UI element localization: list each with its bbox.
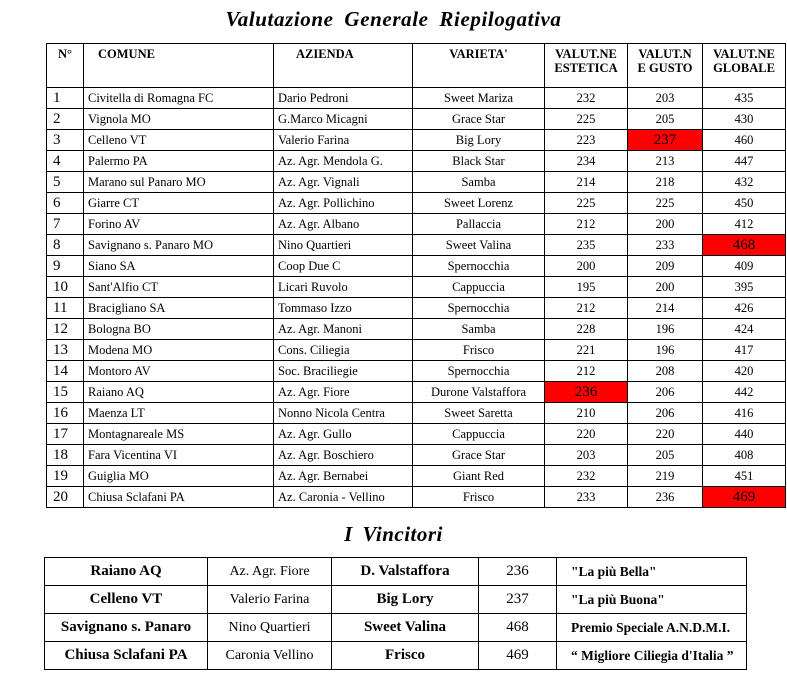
cell-n: 11 [47,298,84,319]
header-azienda: AZIENDA [274,44,413,88]
cell-estetica: 228 [545,319,628,340]
cell-gusto: 196 [628,340,703,361]
cell-azienda: Az. Agr. Mendola G. [274,151,413,172]
cell-gusto: 219 [628,466,703,487]
header-comune: COMUNE [84,44,274,88]
cell-estetica: 225 [545,193,628,214]
winner-azienda: Valerio Farina [208,586,332,614]
cell-azienda: Az. Agr. Fiore [274,382,413,403]
cell-globale: 430 [703,109,786,130]
cell-gusto: 218 [628,172,703,193]
cell-azienda: Coop Due C [274,256,413,277]
cell-n: 6 [47,193,84,214]
header-row [47,44,786,88]
cell-azienda: G.Marco Micagni [274,109,413,130]
winner-azienda: Nino Quartieri [208,614,332,642]
winner-row [45,642,747,670]
cell-n: 20 [47,487,84,508]
cell-comune: Marano sul Panaro MO [84,172,274,193]
cell-varieta: Durone Valstaffora [413,382,545,403]
winner-azienda: Az. Agr. Fiore [208,558,332,586]
cell-n: 4 [47,151,84,172]
cell-comune: Palermo PA [84,151,274,172]
cell-gusto: 200 [628,277,703,298]
winners-table [44,557,747,670]
winner-azienda: Caronia Vellino [208,642,332,670]
cell-azienda: Nonno Nicola Centra [274,403,413,424]
table-row [47,298,786,319]
winner-varieta: D. Valstaffora [332,558,479,586]
winner-premio: Premio Speciale A.N.D.M.I. [557,614,747,642]
cell-globale: 424 [703,319,786,340]
winner-valore: 468 [479,614,557,642]
table-row [47,403,786,424]
cell-globale: 450 [703,193,786,214]
header-varieta: VARIETA' [413,44,545,88]
cell-azienda: Az. Agr. Gullo [274,424,413,445]
table-row [47,382,786,403]
cell-varieta: Big Lory [413,130,545,151]
cell-gusto: 214 [628,298,703,319]
cell-comune: Maenza LT [84,403,274,424]
cell-globale: 447 [703,151,786,172]
cell-n: 15 [47,382,84,403]
header-gusto [628,44,703,88]
cell-gusto: 236 [628,487,703,508]
winners-title: I Vincitori [344,522,443,546]
winner-premio: "La più Buona" [557,586,747,614]
cell-varieta: Sweet Valina [413,235,545,256]
cell-n: 9 [47,256,84,277]
winner-premio: “ Migliore Ciliegia d'Italia ” [557,642,747,670]
cell-azienda: Nino Quartieri [274,235,413,256]
cell-varieta: Spernocchia [413,256,545,277]
cell-estetica: 195 [545,277,628,298]
header-globale-line1: VALUT.NE [713,47,775,61]
winner-row [45,586,747,614]
cell-n: 18 [47,445,84,466]
table-row [47,319,786,340]
table-row [47,151,786,172]
cell-gusto: 225 [628,193,703,214]
cell-n: 14 [47,361,84,382]
cell-estetica: 220 [545,424,628,445]
table-row [47,88,786,109]
winner-premio: "La più Bella" [557,558,747,586]
cell-n: 7 [47,214,84,235]
cell-varieta: Grace Star [413,109,545,130]
table-row [47,340,786,361]
cell-n: 13 [47,340,84,361]
cell-varieta: Cappuccia [413,277,545,298]
highlighted-cell-estetica: 236 [545,382,628,403]
cell-varieta: Samba [413,172,545,193]
cell-varieta: Spernocchia [413,361,545,382]
table-row [47,172,786,193]
cell-comune: Siano SA [84,256,274,277]
cell-estetica: 212 [545,298,628,319]
winner-valore: 236 [479,558,557,586]
cell-globale: 416 [703,403,786,424]
cell-estetica: 200 [545,256,628,277]
cell-gusto: 220 [628,424,703,445]
cell-azienda: Valerio Farina [274,130,413,151]
cell-gusto: 200 [628,214,703,235]
cell-gusto: 203 [628,88,703,109]
cell-varieta: Spernocchia [413,298,545,319]
cell-n: 17 [47,424,84,445]
cell-comune: Modena MO [84,340,274,361]
cell-azienda: Az. Caronia - Vellino [274,487,413,508]
cell-azienda: Az. Agr. Albano [274,214,413,235]
cell-gusto: 205 [628,109,703,130]
summary-table-body [47,88,786,508]
cell-estetica: 234 [545,151,628,172]
cell-n: 10 [47,277,84,298]
cell-azienda: Az. Agr. Manoni [274,319,413,340]
cell-estetica: 210 [545,403,628,424]
cell-varieta: Giant Red [413,466,545,487]
cell-varieta: Samba [413,319,545,340]
cell-azienda: Az. Agr. Bernabei [274,466,413,487]
header-globale-line2: GLOBALE [713,61,775,75]
cell-comune: Raiano AQ [84,382,274,403]
cell-comune: Bologna BO [84,319,274,340]
cell-varieta: Frisco [413,487,545,508]
cell-globale: 460 [703,130,786,151]
highlighted-cell-globale: 468 [703,235,786,256]
cell-azienda: Soc. Braciliegie [274,361,413,382]
cell-gusto: 233 [628,235,703,256]
cell-estetica: 221 [545,340,628,361]
cell-varieta: Frisco [413,340,545,361]
cell-comune: Savignano s. Panaro MO [84,235,274,256]
table-row [47,487,786,508]
summary-table [46,43,786,508]
cell-estetica: 233 [545,487,628,508]
cell-globale: 420 [703,361,786,382]
winner-valore: 469 [479,642,557,670]
cell-comune: Fara Vicentina VI [84,445,274,466]
cell-globale: 440 [703,424,786,445]
cell-azienda: Az. Agr. Boschiero [274,445,413,466]
cell-azienda: Az. Agr. Vignali [274,172,413,193]
cell-n: 16 [47,403,84,424]
table-row [47,235,786,256]
cell-varieta: Black Star [413,151,545,172]
cell-globale: 408 [703,445,786,466]
cell-globale: 442 [703,382,786,403]
cell-gusto: 206 [628,382,703,403]
cell-comune: Vignola MO [84,109,274,130]
highlighted-cell-gusto: 237 [628,130,703,151]
cell-estetica: 214 [545,172,628,193]
cell-n: 8 [47,235,84,256]
page-title: Valutazione Generale Riepilogativa [225,7,562,31]
cell-comune: Montagnareale MS [84,424,274,445]
cell-comune: Sant'Alfio CT [84,277,274,298]
table-row [47,214,786,235]
cell-estetica: 203 [545,445,628,466]
cell-gusto: 213 [628,151,703,172]
cell-azienda: Dario Pedroni [274,88,413,109]
winner-comune: Chiusa Sclafani PA [45,642,208,670]
winners-table-body [45,558,747,670]
cell-n: 5 [47,172,84,193]
cell-n: 2 [47,109,84,130]
cell-globale: 435 [703,88,786,109]
cell-varieta: Pallaccia [413,214,545,235]
highlighted-cell-globale: 469 [703,487,786,508]
cell-varieta: Cappuccia [413,424,545,445]
cell-globale: 409 [703,256,786,277]
cell-azienda: Cons. Ciliegia [274,340,413,361]
cell-estetica: 235 [545,235,628,256]
cell-globale: 432 [703,172,786,193]
cell-n: 12 [47,319,84,340]
cell-comune: Montoro AV [84,361,274,382]
cell-estetica: 225 [545,109,628,130]
header-globale [703,44,786,88]
cell-gusto: 209 [628,256,703,277]
header-estetica [545,44,628,88]
cell-gusto: 208 [628,361,703,382]
table-row [47,130,786,151]
cell-comune: Giarre CT [84,193,274,214]
header-estetica-line1: VALUT.NE [555,47,617,61]
cell-comune: Bracigliano SA [84,298,274,319]
winner-row [45,614,747,642]
cell-comune: Chiusa Sclafani PA [84,487,274,508]
winner-varieta: Frisco [332,642,479,670]
winner-varieta: Big Lory [332,586,479,614]
table-row [47,256,786,277]
winner-varieta: Sweet Valina [332,614,479,642]
cell-estetica: 232 [545,88,628,109]
cell-n: 1 [47,88,84,109]
table-row [47,424,786,445]
cell-varieta: Sweet Mariza [413,88,545,109]
header-n: N° [47,44,84,88]
cell-azienda: Tommaso Izzo [274,298,413,319]
winner-comune: Savignano s. Panaro [45,614,208,642]
cell-varieta: Sweet Lorenz [413,193,545,214]
winner-comune: Celleno VT [45,586,208,614]
table-row [47,277,786,298]
cell-globale: 451 [703,466,786,487]
cell-comune: Forino AV [84,214,274,235]
cell-comune: Celleno VT [84,130,274,151]
cell-gusto: 205 [628,445,703,466]
cell-estetica: 223 [545,130,628,151]
cell-estetica: 212 [545,361,628,382]
table-row [47,193,786,214]
table-row [47,445,786,466]
cell-gusto: 196 [628,319,703,340]
winner-valore: 237 [479,586,557,614]
cell-comune: Guiglia MO [84,466,274,487]
cell-globale: 412 [703,214,786,235]
cell-estetica: 212 [545,214,628,235]
table-row [47,466,786,487]
table-row [47,109,786,130]
cell-varieta: Sweet Saretta [413,403,545,424]
winner-comune: Raiano AQ [45,558,208,586]
cell-comune: Civitella di Romagna FC [84,88,274,109]
header-gusto-line1: VALUT.N [638,47,692,61]
cell-globale: 395 [703,277,786,298]
cell-azienda: Az. Agr. Pollichino [274,193,413,214]
cell-n: 3 [47,130,84,151]
cell-globale: 426 [703,298,786,319]
cell-n: 19 [47,466,84,487]
cell-gusto: 206 [628,403,703,424]
header-estetica-line2: ESTETICA [554,61,618,75]
header-gusto-line2: E GUSTO [637,61,693,75]
table-row [47,361,786,382]
cell-estetica: 232 [545,466,628,487]
winner-row [45,558,747,586]
cell-globale: 417 [703,340,786,361]
cell-azienda: Licari Ruvolo [274,277,413,298]
cell-varieta: Grace Star [413,445,545,466]
